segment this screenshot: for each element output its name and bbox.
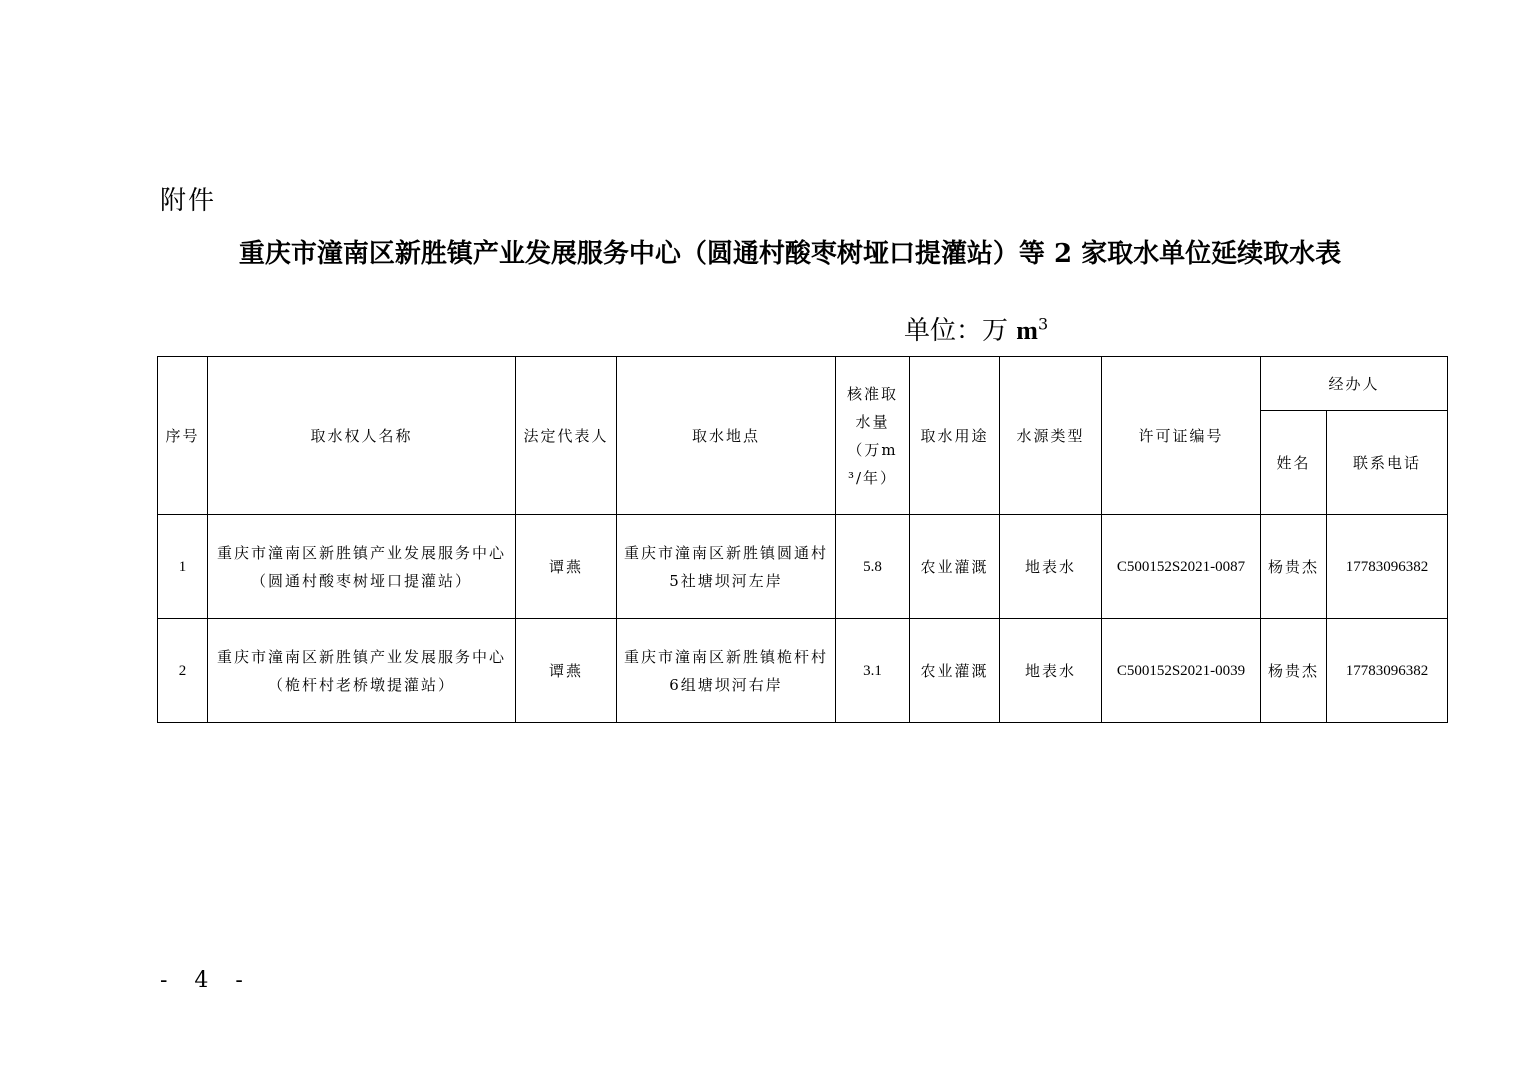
cell-source-type: 地表水	[1000, 619, 1102, 723]
unit-value: m	[1016, 316, 1038, 345]
header-license-no: 许可证编号	[1102, 357, 1261, 515]
cell-usage: 农业灌溉	[910, 515, 1000, 619]
table-header-row	[158, 357, 1448, 411]
header-usage: 取水用途	[910, 357, 1000, 515]
cell-approved-amount: 3.1	[836, 619, 910, 723]
cell-location: 重庆市潼南区新胜镇圆通村5社塘坝河左岸	[617, 515, 836, 619]
header-location: 取水地点	[617, 357, 836, 515]
header-agent-phone: 联系电话	[1327, 411, 1448, 515]
cell-seq: 2	[158, 619, 208, 723]
cell-agent-name: 杨贵杰	[1261, 619, 1327, 723]
cell-holder-name: 重庆市潼南区新胜镇产业发展服务中心（圆通村酸枣树垭口提灌站）	[208, 515, 516, 619]
table-row	[158, 515, 1448, 619]
cell-holder-name: 重庆市潼南区新胜镇产业发展服务中心（桅杆村老桥墩提灌站）	[208, 619, 516, 723]
cell-agent-phone: 17783096382	[1327, 515, 1448, 619]
table-row	[158, 619, 1448, 723]
unit-prefix: 单位：万	[904, 316, 1017, 346]
header-agent-group: 经办人	[1261, 357, 1448, 411]
cell-legal-rep: 谭燕	[516, 515, 617, 619]
header-seq: 序号	[158, 357, 208, 515]
cell-agent-phone: 17783096382	[1327, 619, 1448, 723]
cell-usage: 农业灌溉	[910, 619, 1000, 723]
document-title: 重庆市潼南区新胜镇产业发展服务中心（圆通村酸枣树垭口提灌站）等 2 家取水单位延续取水表	[238, 239, 1342, 269]
cell-legal-rep: 谭燕	[516, 619, 617, 723]
water-intake-table	[157, 356, 1448, 723]
header-agent-name: 姓名	[1261, 411, 1327, 515]
header-approved-amount: 核准取水量（万m³/年）	[836, 357, 910, 515]
cell-location: 重庆市潼南区新胜镇桅杆村6组塘坝河右岸	[617, 619, 836, 723]
cell-approved-amount: 5.8	[836, 515, 910, 619]
cell-source-type: 地表水	[1000, 515, 1102, 619]
unit-superscript: 3	[1037, 314, 1049, 334]
cell-seq: 1	[158, 515, 208, 619]
header-source-type: 水源类型	[1000, 357, 1102, 515]
cell-agent-name: 杨贵杰	[1261, 515, 1327, 619]
unit-line	[904, 310, 1048, 347]
header-holder-name: 取水权人名称	[208, 357, 516, 515]
header-legal-rep: 法定代表人	[516, 357, 617, 515]
cell-license-no: C500152S2021-0039	[1102, 619, 1261, 723]
page-number: - 4 -	[160, 968, 253, 993]
cell-license-no: C500152S2021-0087	[1102, 515, 1261, 619]
attachment-label: 附件	[160, 186, 217, 216]
